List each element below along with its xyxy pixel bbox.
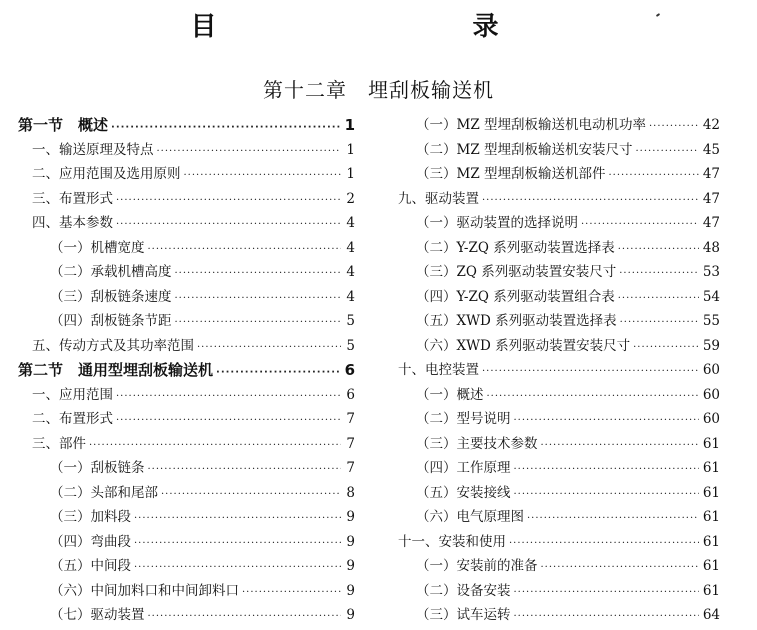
toc-leader-dots [89,434,341,459]
toc-leader-dots [116,189,341,214]
toc-leader-dots [649,115,699,140]
toc-leader-dots [581,213,699,238]
page-title: 目 录 [190,12,567,42]
toc-entry [18,138,355,163]
toc-page-number: 9 [346,582,355,599]
toc-entry [18,456,355,481]
toc-leader-dots [514,458,699,483]
toc-entry [398,260,720,285]
toc-entry-title: （三）MZ 型埋刮板输送机部件 [416,166,606,182]
toc-entry [18,187,355,212]
toc-entry-title: （三）加料段 [50,509,131,525]
toc-entry [398,432,720,457]
toc-leader-dots [175,287,342,312]
toc-leader-dots [148,238,342,263]
toc-entry [398,505,720,530]
toc-entry-title: （一）机槽宽度 [50,239,145,256]
toc-entry [18,432,355,457]
toc-page-number: 1 [346,141,355,158]
toc-entry-title: （五）XWD 系列驱动装置选择表 [416,313,617,329]
toc-leader-dots [242,581,341,606]
toc-entry [398,113,720,138]
toc-entry-title: 三、部件 [32,435,86,452]
toc-page-number: 9 [346,509,355,525]
toc-left-column [18,113,355,628]
toc-entry-title: （三）主要技术参数 [416,435,538,452]
toc-page-number: 9 [346,533,355,550]
toc-leader-dots [134,507,341,532]
toc-page-number: 61 [702,435,720,452]
toc-page-number: 4 [346,264,355,280]
toc-page-number: 53 [702,264,720,280]
toc-entry-title: （二）承载机槽高度 [50,264,172,280]
toc-entry-title: （五）中间段 [50,558,131,574]
chapter-heading: 第十二章 埋刮板输送机 [263,78,494,102]
toc-page-number: 61 [702,509,720,525]
toc-entry [398,236,720,261]
toc-entry-title: 二、应用范围及选用原则 [32,166,181,182]
toc-page-number: 9 [346,558,355,574]
toc-entry-title: （一）安装前的准备 [416,558,538,574]
toc-entry [18,334,355,359]
toc-entry [18,481,355,506]
toc-entry-title: 第二节 通用型埋刮板输送机 [18,361,214,379]
toc-entry-title: （三）试车运转 [416,607,511,623]
toc-entry-title: （一）MZ 型埋刮板输送机电动机功率 [416,117,646,133]
toc-leader-dots [541,434,699,459]
toc-leader-dots [527,507,699,532]
toc-page-number: 60 [702,386,720,403]
toc-page-number: 47 [702,215,720,231]
toc-page-number: 7 [346,460,355,476]
toc-entry-title: 四、基本参数 [32,215,113,231]
toc-entry [398,456,720,481]
toc-leader-dots [175,262,342,287]
toc-page-number: 5 [346,313,355,329]
toc-entry [398,309,720,334]
toc-entry [18,603,355,628]
toc-entry [18,260,355,285]
toc-entry [18,358,355,383]
toc-page-number: 9 [346,607,355,623]
toc-page-number: 4 [346,215,355,231]
toc-page-number: 64 [702,607,720,623]
toc-entry-title: （四）刮板链条节距 [50,313,172,329]
toc-entry [18,383,355,408]
toc-page-number: 61 [702,558,720,574]
toc-entry-title: （六）电气原理图 [416,509,524,525]
toc-entry [398,334,720,359]
toc-entry [18,530,355,555]
toc-leader-dots [148,458,342,483]
toc-entry [398,481,720,506]
toc-entry-title: （七）驱动装置 [50,607,145,623]
toc-leader-dots [618,287,699,312]
toc-page-number: 60 [702,362,720,378]
toc-leader-dots [161,483,341,508]
toc-leader-dots [541,556,699,581]
toc-entry [18,554,355,579]
toc-leader-dots [116,409,341,434]
toc-page-number: 61 [702,533,720,550]
toc-page-number: 7 [346,411,355,427]
toc-entry [398,162,720,187]
toc-entry [18,236,355,261]
toc-entry-title: （六）中间加料口和中间卸料口 [50,582,239,599]
toc-leader-dots [148,605,342,630]
toc-entry [18,579,355,604]
toc-leader-dots [514,409,699,434]
toc-entry-title: （二）头部和尾部 [50,484,158,501]
toc-entry-title: （三）ZQ 系列驱动装置安装尺寸 [416,264,617,280]
toc-page-number: 61 [702,582,720,599]
toc-entry-title: （二）MZ 型埋刮板输送机安装尺寸 [416,141,633,158]
toc-entry-title: （一）驱动装置的选择说明 [416,215,578,231]
toc-entry-title: 第一节 概述 [18,116,109,134]
toc-entry-title: （二）型号说明 [416,411,511,427]
toc-leader-dots [134,532,341,557]
toc-entry [18,407,355,432]
toc-page-number: 4 [346,288,355,305]
toc-leader-dots [134,556,341,581]
toc-entry [398,285,720,310]
toc-page-number: 42 [702,117,720,133]
toc-page-number: 7 [346,435,355,452]
toc-leader-dots [609,164,699,189]
toc-entry [18,162,355,187]
toc-entry [18,505,355,530]
toc-entry [398,187,720,212]
toc-page-number: 6 [346,386,355,403]
toc-leader-dots [487,385,699,410]
toc-entry-title: 五、传动方式及其功率范围 [32,337,194,354]
toc-leader-dots [482,189,699,214]
toc-leader-dots [620,311,699,336]
toc-entry [398,530,720,555]
toc-entry-title: 一、输送原理及特点 [32,141,154,158]
toc-page-number: 1 [344,116,355,134]
toc-leader-dots [116,385,341,410]
toc-page-number: 6 [344,361,355,379]
toc-entry [398,407,720,432]
toc-entry-title: （二）Y-ZQ 系列驱动装置选择表 [416,239,615,256]
toc-entry-title: 一、应用范围 [32,386,113,403]
toc-entry-title: （五）安装接线 [416,484,511,501]
toc-entry [398,358,720,383]
toc-page-number: 1 [346,166,355,182]
toc-leader-dots [197,336,341,361]
toc-leader-dots [184,164,342,189]
toc-page-number: 4 [346,239,355,256]
toc-entry-title: （四）弯曲段 [50,533,131,550]
toc-page-number: 55 [702,313,720,329]
toc-entry [398,579,720,604]
toc-page-number: 47 [702,190,720,207]
toc-entry-title: 十、电控装置 [398,362,479,378]
toc-entry-title: 二、布置形式 [32,411,113,427]
toc-leader-dots [514,483,699,508]
toc-page-number: 47 [702,166,720,182]
toc-entry-title: （六）XWD 系列驱动装置安装尺寸 [416,337,631,354]
toc-leader-dots [116,213,341,238]
toc-page-number: 61 [702,484,720,501]
toc-page-number: 5 [346,337,355,354]
toc-page-number: 54 [702,288,720,305]
toc-leader-dots [482,360,699,385]
toc-entry [398,138,720,163]
toc-entry-title: （一）概述 [416,386,484,403]
toc-page-number: 60 [702,411,720,427]
toc-page-number: 61 [702,460,720,476]
toc-entry [18,211,355,236]
toc-leader-dots [175,311,342,336]
toc-entry-title: 九、驱动装置 [398,190,479,207]
toc-page-number: 48 [702,239,720,256]
toc-page-number: 59 [702,337,720,354]
toc-entry-title: （三）刮板链条速度 [50,288,172,305]
toc-page-number: 8 [346,484,355,501]
toc-leader-dots [618,238,699,263]
toc-page-number: 2 [346,190,355,207]
toc-entry [398,554,720,579]
toc-entry [398,603,720,628]
toc-entry-title: （四）工作原理 [416,460,511,476]
toc-entry [398,383,720,408]
toc-right-column [398,113,720,628]
toc-leader-dots [514,605,699,630]
toc-leader-dots [619,262,699,287]
toc-entry [398,211,720,236]
toc-leader-dots [633,336,699,361]
toc-leader-dots [157,140,342,165]
toc-entry-title: 十一、安装和使用 [398,533,506,550]
toc-entry-title: （一）刮板链条 [50,460,145,476]
toc-entry [18,309,355,334]
toc-entry-title: （二）设备安装 [416,582,511,599]
toc-leader-dots [509,532,699,557]
toc-entry [18,285,355,310]
toc-leader-dots [514,581,699,606]
toc-entry-title: （四）Y-ZQ 系列驱动装置组合表 [416,288,615,305]
toc-entry [18,113,355,138]
toc-entry-title: 三、布置形式 [32,190,113,207]
toc-page-number: 45 [702,141,720,158]
toc-leader-dots [636,140,699,165]
